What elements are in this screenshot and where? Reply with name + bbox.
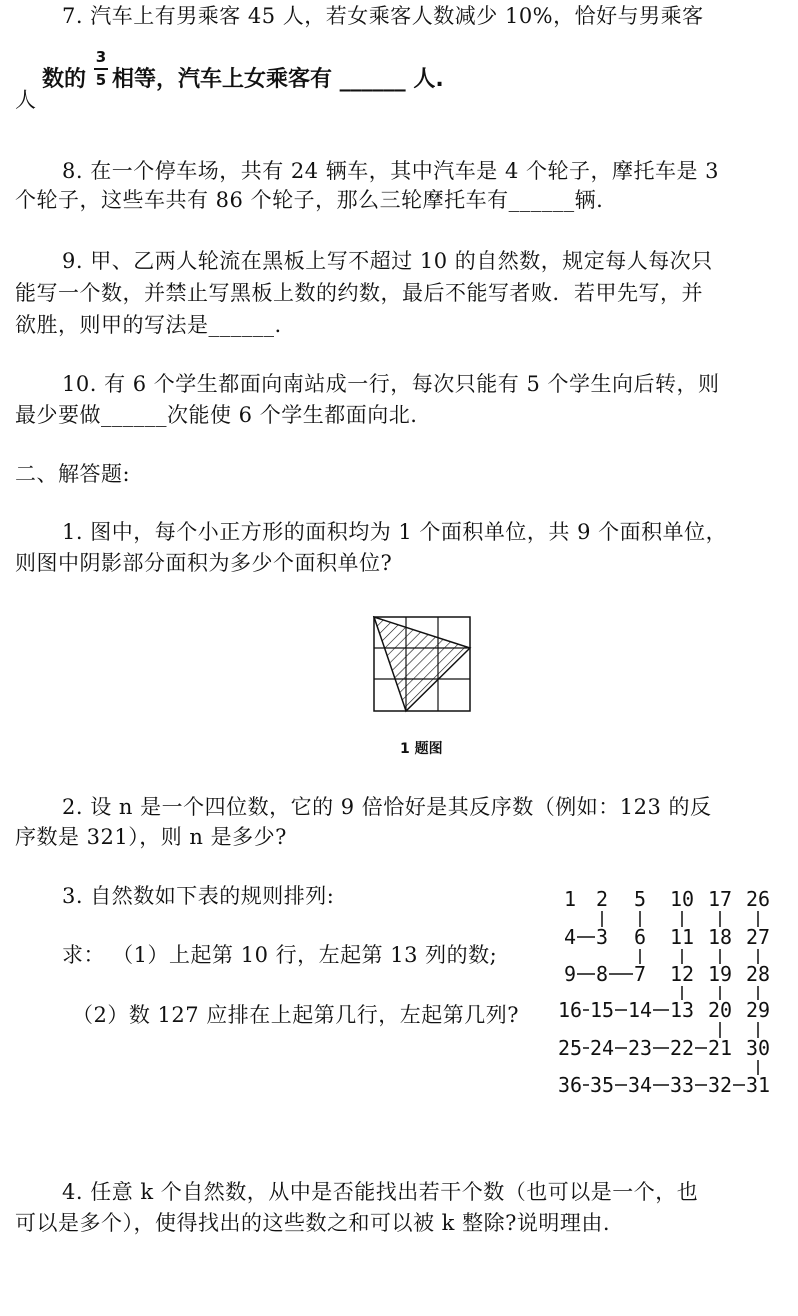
p3-line3: （2）数 127 应排在上起第几行，左起第几列?: [72, 1003, 520, 1027]
p4-line2: 可以是多个），使得找出的这些数之和可以被 k 整除?说明理由.: [15, 1211, 611, 1235]
figure-caption: 1 题图: [400, 741, 443, 757]
table-cell: 13: [669, 998, 695, 1022]
table-cell: 30: [745, 1036, 771, 1060]
table-cell: 36: [557, 1073, 583, 1097]
q7-fraction-denominator: 5: [95, 71, 107, 89]
shaded-triangle: [374, 617, 470, 711]
q9-line2: 能写一个数，并禁止写黑板上数的约数，最后不能写者败．若甲先写，并: [15, 281, 703, 305]
q10-line2: 最少要做______次能使 6 个学生都面向北.: [15, 403, 418, 427]
table-cell: 26: [745, 887, 771, 911]
p3-line1: 3. 自然数如下表的规则排列:: [62, 884, 335, 908]
p4-line1: 4. 任意 k 个自然数，从中是否能找出若干个数（也可以是一个，也: [62, 1180, 699, 1204]
table-cell: 2: [595, 887, 609, 911]
p1-line1: 1. 图中，每个小正方形的面积均为 1 个面积单位，共 9 个面积单位，: [62, 520, 728, 544]
table-cell: 15: [589, 998, 615, 1022]
q7-tail: 人: [15, 88, 37, 112]
number-arrangement-table: [552, 880, 772, 1100]
section-title: 二、解答题:: [15, 462, 131, 486]
p1-line2: 则图中阴影部分面积为多少个面积单位?: [15, 551, 393, 575]
table-cell: 21: [707, 1036, 733, 1060]
table-cell: 35: [589, 1073, 615, 1097]
q9-line3: 欲胜，则甲的写法是______.: [15, 313, 282, 337]
table-cell: 8: [595, 962, 609, 986]
table-cell: 33: [669, 1073, 695, 1097]
table-cell: 9: [563, 962, 577, 986]
p2-line1: 2. 设 n 是一个四位数，它的 9 倍恰好是其反序数（例如：123 的反: [62, 795, 712, 819]
q7-line1: 7. 汽车上有男乘客 45 人，若女乘客人数减少 10%，恰好与男乘客: [62, 4, 704, 28]
table-cell: 32: [707, 1073, 733, 1097]
table-cell: 6: [633, 925, 647, 949]
table-cell: 16: [557, 998, 583, 1022]
table-cell: 7: [633, 962, 647, 986]
table-cell: 14: [627, 998, 653, 1022]
q9-line1: 9. 甲、乙两人轮流在黑板上写不超过 10 的自然数，规定每人每次只: [62, 249, 713, 273]
q7-image-text-before: 数的: [42, 67, 87, 92]
table-cell: 31: [745, 1073, 771, 1097]
table-cell: 24: [589, 1036, 615, 1060]
p3-line2: 求： （1）上起第 10 行，左起第 13 列的数;: [62, 943, 498, 967]
table-cell: 10: [669, 887, 695, 911]
q8-line2: 个轮子，这些车共有 86 个轮子，那么三轮摩托车有______辆.: [15, 188, 604, 212]
grid-figure: [370, 613, 474, 715]
table-cell: 19: [707, 962, 733, 986]
p2-line2: 序数是 321），则 n 是多少?: [15, 825, 287, 849]
q7-image-text-after: 相等，汽车上女乘客有 ______ 人.: [112, 67, 444, 92]
table-cell: 11: [669, 925, 695, 949]
table-cell: 27: [745, 925, 771, 949]
q8-line1: 8. 在一个停车场，共有 24 辆车，其中汽车是 4 个轮子，摩托车是 3: [62, 159, 720, 183]
table-cell: 25: [557, 1036, 583, 1060]
q7-fraction-numerator: 3: [95, 48, 107, 66]
table-cell: 18: [707, 925, 733, 949]
table-cell: 29: [745, 998, 771, 1022]
table-cell: 17: [707, 887, 733, 911]
table-cell: 5: [633, 887, 647, 911]
table-cell: 3: [595, 925, 609, 949]
q7-fraction-bar: [94, 68, 108, 70]
table-cell: 12: [669, 962, 695, 986]
table-cell: 1: [563, 887, 577, 911]
table-cell: 23: [627, 1036, 653, 1060]
table-cell: 4: [563, 925, 577, 949]
table-cell: 22: [669, 1036, 695, 1060]
q10-line1: 10. 有 6 个学生都面向南站成一行，每次只能有 5 个学生向后转，则: [62, 372, 720, 396]
table-cell: 20: [707, 998, 733, 1022]
table-cell: 34: [627, 1073, 653, 1097]
table-cell: 28: [745, 962, 771, 986]
